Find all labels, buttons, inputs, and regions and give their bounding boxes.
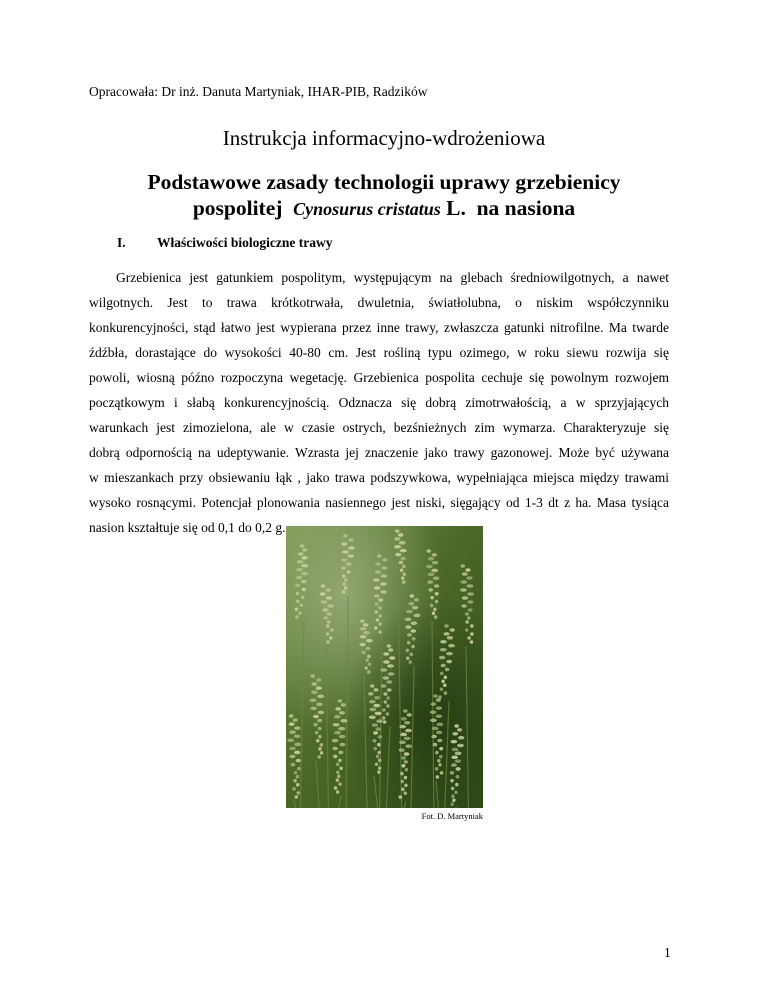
paragraph-line: powoli, wiosną późno rozpoczyna wegetację. Grzebienica pospolita cechuje się powolnym rozwojem (89, 370, 669, 385)
title-line-1: Podstawowe zasady technologii uprawy grzebienicy (147, 170, 621, 194)
section-paragraph (89, 265, 669, 540)
document-type-title: Instrukcja informacyjno-wdrożeniowa (222, 126, 546, 150)
paragraph-line: nasion kształtuje się od 0,1 do 0,2 g. (89, 520, 286, 535)
document-title (0, 169, 768, 222)
paragraph-line: wysoko rosnącymi. Potencjał plonowania nasiennego jest niski, sięgający od 1-3 dt z ha. Masa tysiąca (89, 495, 669, 510)
title-na-nasiona: na nasiona (476, 196, 576, 220)
paragraph-line: dobrą odpornością na udeptywanie. Wzrasta jej znaczenie jako trawy gazonowej. Może być używana (89, 445, 669, 460)
title-author-abbrev: L. (446, 196, 466, 220)
paragraph-line: konkurencyjności, stąd łatwo jest wypierana przez inne trawy, zwłaszcza gatunki nitrofilne. Ma twarde (89, 320, 669, 335)
photo-caption: Fot. D. Martyniak (421, 811, 483, 821)
paragraph-line: źdźbła, dorastające do wysokości 40-80 cm. Jest rośliną typu ozimego, w roku siewu rozwija się (89, 345, 669, 360)
grass-photo (286, 526, 483, 808)
paragraph-line: Grzebienica jest gatunkiem pospolitym, występującym na glebach średniowilgotnych, a nawet (116, 270, 669, 285)
paragraph-line: wilgotnych. Jest to trawa krótkotrwała, dwuletnia, światłolubna, o niskim współczynniku (89, 295, 669, 310)
paragraph-line: w mieszankach przy obsiewaniu łąk , jako trawa podszywkowa, wypełniająca miejsca między trawami (89, 470, 669, 485)
title-latin-name: Cynosurus cristatus (293, 199, 441, 219)
section-number: I. (117, 235, 126, 250)
paragraph-line: początkowym i słabą konkurencyjnością. Odznacza się dobrą zimotrwałością, a w sprzyjających (89, 395, 669, 410)
page-number: 1 (664, 945, 671, 960)
section-title: Właściwości biologiczne trawy (157, 235, 333, 250)
title-word-pospolitej: pospolitej (192, 196, 283, 220)
paragraph-line: warunkach jest zimozielona, ale w czasie ostrych, bezśnieżnych zim wymarza. Charakteryzuje się (89, 420, 669, 435)
grass-photo-image (286, 526, 483, 808)
title-line-2 (0, 195, 768, 222)
author-line: Opracowała: Dr inż. Danuta Martyniak, IHAR-PIB, Radzików (89, 84, 428, 99)
